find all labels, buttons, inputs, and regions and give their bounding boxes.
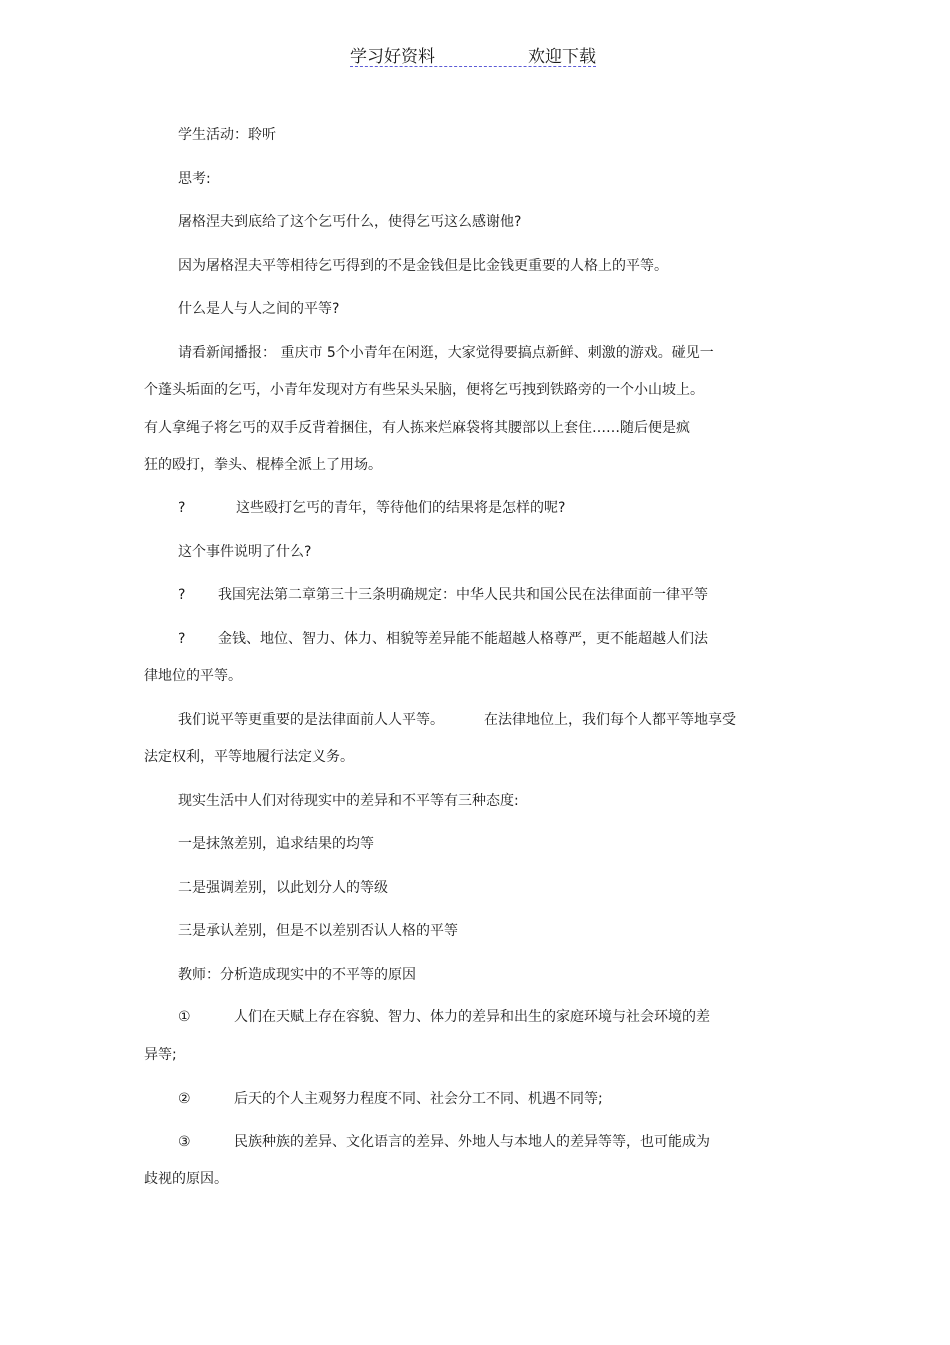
list-item-attitude-2: 二是强调差别，以此划分人的等级 bbox=[178, 880, 388, 896]
paragraph-think: 思考: bbox=[178, 171, 211, 187]
list-number: ② bbox=[178, 1091, 191, 1107]
paragraph-question-equality: 什么是人与人之间的平等? bbox=[178, 301, 340, 317]
list-text: 后天的个人主观努力程度不同、社会分工不同、机遇不同等; bbox=[234, 1091, 603, 1107]
question-item bbox=[178, 586, 708, 604]
news-paragraph-line: 请看新闻播报： 重庆市 5个小青年在闲逛，大家觉得要搞点新鲜、刺激的游戏。碰见一 bbox=[178, 345, 714, 361]
page-header bbox=[350, 40, 596, 67]
list-number: ③ bbox=[178, 1134, 191, 1150]
paragraph-text: 在法律地位上，我们每个人都平等地享受 bbox=[484, 712, 736, 728]
list-item-attitude-1: 一是抹煞差别，追求结果的均等 bbox=[178, 836, 374, 852]
question-item bbox=[178, 630, 708, 648]
list-item-reason-1 bbox=[178, 1008, 710, 1026]
header-right-text: 欢迎下载 bbox=[528, 47, 596, 67]
header-left-text: 学习好资料 bbox=[350, 47, 435, 67]
question-mark: ? bbox=[178, 587, 186, 603]
paragraph-answer-turgenev: 因为屠格涅夫平等相待乞丐得到的不是金钱但是比金钱更重要的人格上的平等。 bbox=[178, 258, 668, 274]
paragraph-event-meaning: 这个事件说明了什么? bbox=[178, 544, 312, 560]
list-number: ① bbox=[178, 1009, 191, 1025]
paragraph-student-activity: 学生活动：聆听 bbox=[178, 127, 276, 143]
list-text: 民族种族的差异、文化语言的差异、外地人与本地人的差异等等，也可能成为 bbox=[234, 1134, 710, 1150]
paragraph-continuation: 律地位的平等。 bbox=[144, 668, 242, 684]
news-paragraph-line: 有人拿绳子将乞丐的双手反背着捆住，有人拣来烂麻袋将其腰部以上套住……随后便是疯 bbox=[144, 420, 690, 436]
question-item bbox=[178, 499, 565, 517]
question-mark: ? bbox=[178, 500, 186, 516]
paragraph-three-attitudes: 现实生活中人们对待现实中的差异和不平等有三种态度: bbox=[178, 793, 519, 809]
news-paragraph-line: 个蓬头垢面的乞丐，小青年发现对方有些呆头呆脑，便将乞丐拽到铁路旁的一个小山坡上。 bbox=[144, 382, 704, 398]
list-text: 人们在天赋上存在容貌、智力、体力的差异和出生的家庭环境与社会环境的差 bbox=[234, 1009, 710, 1025]
question-text: 这些殴打乞丐的青年，等待他们的结果将是怎样的呢? bbox=[236, 500, 566, 516]
paragraph-question-turgenev: 屠格涅夫到底给了这个乞丐什么，使得乞丐这么感谢他? bbox=[178, 214, 522, 230]
paragraph-continuation: 异等; bbox=[144, 1047, 177, 1063]
list-item-reason-2 bbox=[178, 1090, 603, 1108]
list-item-attitude-3: 三是承认差别，但是不以差别否认人格的平等 bbox=[178, 923, 458, 939]
paragraph-equality-law bbox=[178, 711, 736, 729]
question-text: 我国宪法第二章第三十三条明确规定：中华人民共和国公民在法律面前一律平等 bbox=[218, 587, 708, 603]
news-paragraph-line: 狂的殴打，拳头、棍棒全派上了用场。 bbox=[144, 457, 382, 473]
paragraph-continuation: 法定权利，平等地履行法定义务。 bbox=[144, 749, 354, 765]
paragraph-teacher: 教师：分析造成现实中的不平等的原因 bbox=[178, 967, 416, 983]
question-text: 金钱、地位、智力、体力、相貌等差异能不能超越人格尊严，更不能超越人们法 bbox=[218, 631, 708, 647]
question-mark: ? bbox=[178, 631, 186, 647]
list-item-reason-3 bbox=[178, 1133, 710, 1151]
paragraph-text: 我们说平等更重要的是法律面前人人平等。 bbox=[178, 712, 444, 728]
paragraph-continuation: 歧视的原因。 bbox=[144, 1171, 228, 1187]
